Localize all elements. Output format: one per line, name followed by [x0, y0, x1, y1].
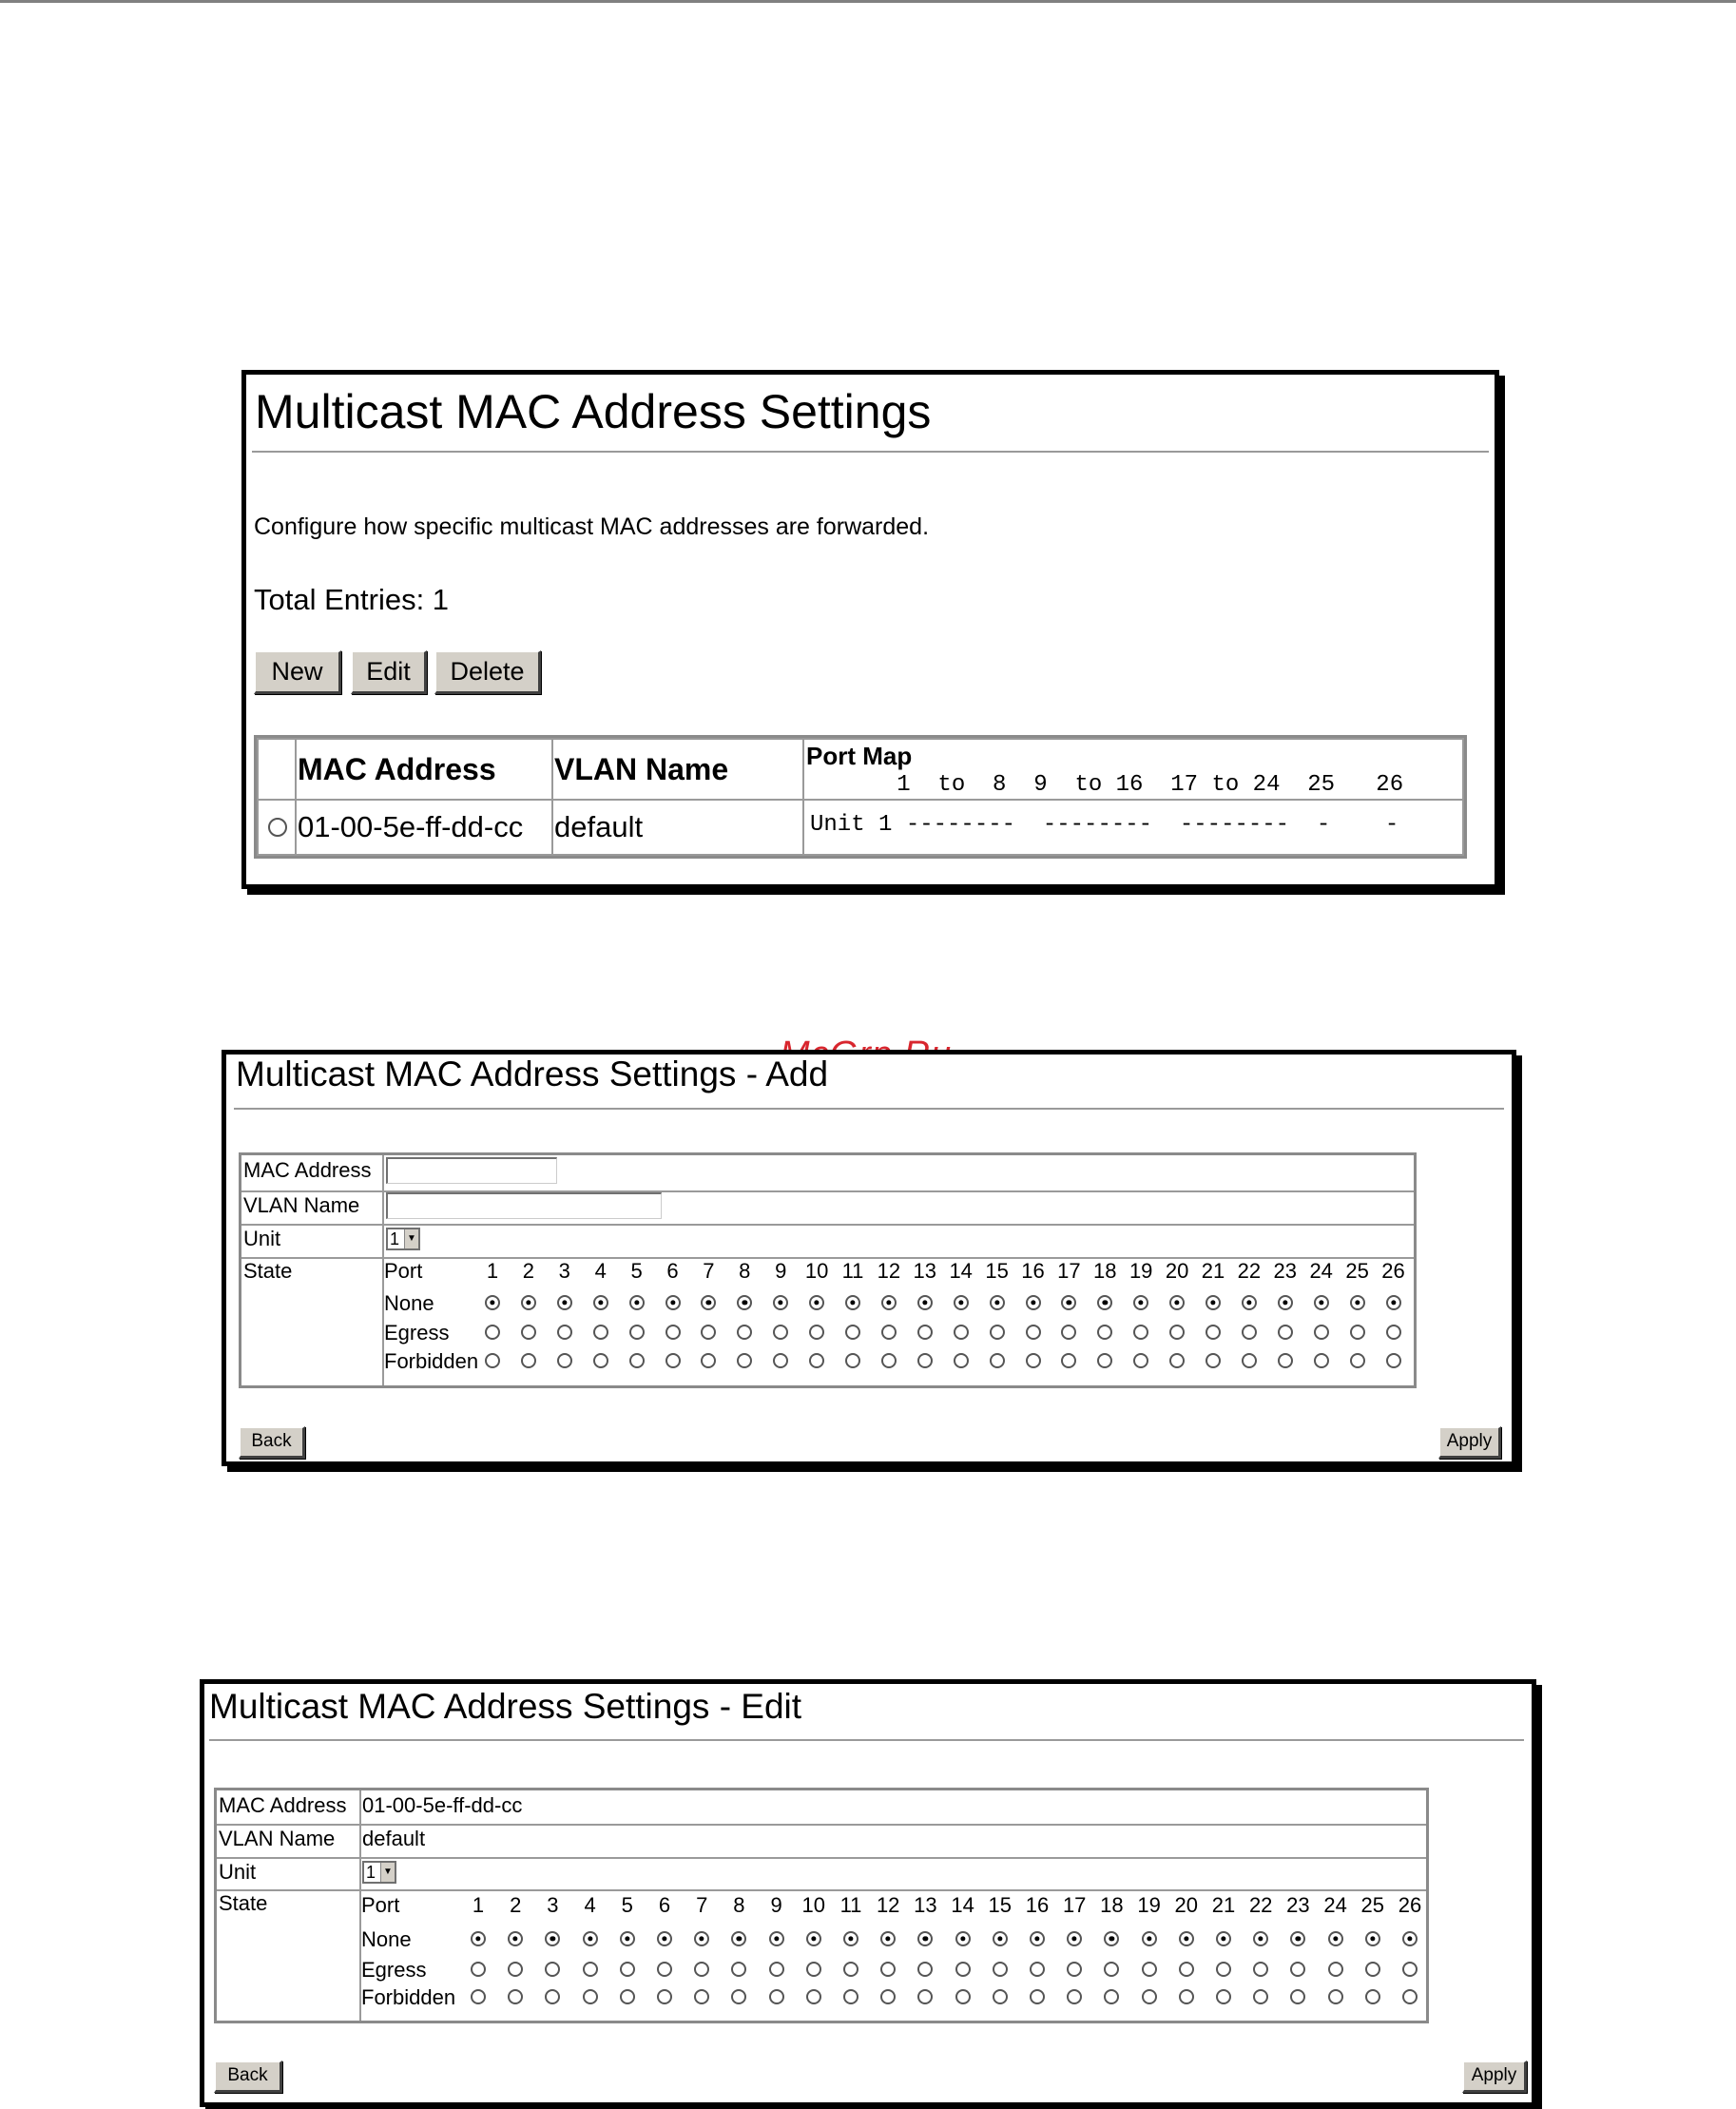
column-header-vlan: VLAN Name [551, 738, 804, 801]
port-number: 5 [621, 1893, 633, 1917]
row-portmap-cell [802, 799, 1464, 856]
port-number: 9 [770, 1893, 782, 1917]
multicast-table [254, 735, 1467, 859]
port-none-radio[interactable] [1290, 1931, 1305, 1946]
port-forbidden-radio[interactable] [1097, 1353, 1112, 1368]
port-forbidden-radio[interactable] [471, 1989, 486, 2004]
port-none-radio[interactable] [701, 1295, 716, 1310]
port-egress-radio[interactable] [990, 1325, 1005, 1340]
port-none-radio[interactable] [694, 1931, 709, 1946]
port-forbidden-radio[interactable] [1314, 1353, 1329, 1368]
port-none-radio[interactable] [521, 1295, 536, 1310]
port-forbidden-radio[interactable] [701, 1353, 716, 1368]
port-number: 10 [804, 1259, 829, 1283]
edit-mac-value: 01-00-5e-ff-dd-cc [362, 1793, 523, 1817]
port-number: 1 [472, 1893, 485, 1917]
port-egress-radio[interactable] [593, 1325, 608, 1340]
port-egress-radio[interactable] [508, 1962, 523, 1977]
port-forbidden-radio[interactable] [1169, 1353, 1185, 1368]
edit-button[interactable]: Edit [351, 650, 427, 694]
port-egress-radio[interactable] [737, 1325, 752, 1340]
port-number: 24 [1323, 1893, 1347, 1917]
port-number: 25 [1345, 1259, 1369, 1283]
port-egress-radio[interactable] [620, 1962, 635, 1977]
port-none-radio[interactable] [1067, 1931, 1082, 1946]
edit-unit-label: Unit [217, 1857, 361, 1889]
port-number: 16 [1021, 1259, 1045, 1283]
port-none-radio[interactable] [1179, 1931, 1194, 1946]
port-none-radio[interactable] [1328, 1931, 1343, 1946]
port-egress-radio[interactable] [1278, 1325, 1293, 1340]
port-forbidden-radio[interactable] [1179, 1989, 1194, 2004]
port-forbidden-radio[interactable] [1206, 1353, 1221, 1368]
edit-mac-row [217, 1790, 1426, 1826]
port-forbidden-radio[interactable] [694, 1989, 709, 2004]
port-none-radio[interactable] [731, 1931, 746, 1946]
port-none-radio[interactable] [583, 1931, 598, 1946]
add-apply-button[interactable]: Apply [1438, 1426, 1501, 1459]
port-forbidden-radio[interactable] [993, 1989, 1008, 2004]
add-form-table [239, 1152, 1417, 1388]
port-none-radio[interactable] [1278, 1295, 1293, 1310]
port-number: 6 [666, 1259, 679, 1283]
column-header-portmap [802, 738, 1464, 801]
add-unit-row [241, 1224, 1414, 1259]
port-egress-radio[interactable] [881, 1325, 897, 1340]
port-none-radio[interactable] [1133, 1295, 1148, 1310]
port-egress-radio[interactable] [843, 1962, 858, 1977]
add-unit-select[interactable] [386, 1228, 420, 1250]
port-forbidden-radio[interactable] [521, 1353, 536, 1368]
port-number: 15 [985, 1259, 1009, 1283]
title-divider [252, 451, 1489, 453]
port-none-radio[interactable] [917, 1295, 933, 1310]
edit-vlan-value: default [362, 1827, 426, 1850]
port-egress-radio[interactable] [471, 1962, 486, 1977]
port-forbidden-radio[interactable] [1104, 1989, 1119, 2004]
port-egress-radio[interactable] [694, 1962, 709, 1977]
port-egress-radio[interactable] [1104, 1962, 1119, 1977]
port-forbidden-radio[interactable] [731, 1989, 746, 2004]
page-description: Configure how specific multicast MAC addresses are forwarded. [254, 513, 930, 540]
port-number: 12 [876, 1893, 900, 1917]
add-vlan-input[interactable] [386, 1192, 662, 1219]
port-forbidden-radio[interactable] [881, 1353, 897, 1368]
port-forbidden-radio[interactable] [665, 1353, 681, 1368]
port-number: 17 [1057, 1259, 1081, 1283]
port-forbidden-radio[interactable] [1133, 1353, 1148, 1368]
edit-apply-button[interactable]: Apply [1462, 2061, 1527, 2093]
port-egress-radio[interactable] [701, 1325, 716, 1340]
add-mac-label: MAC Address [241, 1155, 384, 1190]
add-state-label: State [241, 1257, 384, 1385]
port-number: 14 [951, 1893, 974, 1917]
row-portmap: Unit 1 -------- -------- -------- - - [810, 812, 1399, 838]
port-number: 26 [1381, 1259, 1405, 1283]
port-egress-radio[interactable] [1133, 1325, 1148, 1340]
port-number: 19 [1137, 1893, 1161, 1917]
port-number: 11 [841, 1259, 864, 1283]
add-state-row [241, 1257, 1414, 1385]
top-rule [0, 0, 1736, 3]
port-forbidden-radio[interactable] [1290, 1989, 1305, 2004]
edit-vlan-row [217, 1824, 1426, 1859]
port-egress-radio[interactable] [545, 1962, 560, 1977]
total-entries: Total Entries: 1 [254, 583, 450, 616]
port-egress-radio[interactable] [1253, 1962, 1268, 1977]
port-none-radio[interactable] [1216, 1931, 1231, 1946]
port-egress-radio[interactable] [1097, 1325, 1112, 1340]
port-none-radio[interactable] [508, 1931, 523, 1946]
add-vlan-label: VLAN Name [241, 1190, 384, 1224]
port-number: 7 [703, 1259, 715, 1283]
port-egress-radio[interactable] [1179, 1962, 1194, 1977]
panel_edit-state-row-label: None [361, 1927, 412, 1951]
port-none-radio[interactable] [1242, 1295, 1257, 1310]
port-number: 6 [658, 1893, 671, 1917]
port-egress-radio[interactable] [557, 1325, 572, 1340]
port-number: 17 [1062, 1893, 1087, 1917]
port-number: 3 [547, 1893, 559, 1917]
add-panel [222, 1050, 1516, 1466]
port-forbidden-radio[interactable] [773, 1353, 788, 1368]
edit-unit-value: 1 [366, 1863, 376, 1882]
add-mac-row [241, 1155, 1414, 1192]
port-number: 4 [594, 1259, 607, 1283]
header-select-cell [257, 738, 297, 801]
row-mac-address: 01-00-5e-ff-dd-cc [295, 799, 553, 856]
port-egress-radio[interactable] [1350, 1325, 1365, 1340]
add-back-button[interactable]: Back [239, 1426, 305, 1459]
port-forbidden-radio[interactable] [843, 1989, 858, 2004]
port-number: 2 [522, 1259, 535, 1283]
row-vlan-name: default [551, 799, 804, 856]
port-none-radio[interactable] [1104, 1931, 1119, 1946]
port-forbidden-radio[interactable] [1328, 1989, 1343, 2004]
port-egress-radio[interactable] [1290, 1962, 1305, 1977]
port-number: 10 [801, 1893, 826, 1917]
port-none-radio[interactable] [1350, 1295, 1365, 1310]
edit-unit-select[interactable] [362, 1861, 396, 1884]
port-number: 13 [913, 1259, 937, 1283]
row-select-radio[interactable] [268, 818, 287, 837]
port-none-radio[interactable] [1061, 1295, 1076, 1310]
port-forbidden-radio[interactable] [880, 1989, 896, 2004]
port-number: 15 [988, 1893, 1013, 1917]
panel_add-state-row-label: Egress [384, 1321, 450, 1345]
port-number: 25 [1360, 1893, 1385, 1917]
chevron-down-icon: ▼ [380, 1863, 395, 1882]
add-title-divider [234, 1108, 1504, 1110]
port-egress-radio[interactable] [583, 1962, 598, 1977]
port-forbidden-radio[interactable] [737, 1353, 752, 1368]
port-forbidden-radio[interactable] [557, 1353, 572, 1368]
port-egress-radio[interactable] [917, 1962, 933, 1977]
port-number: 16 [1025, 1893, 1050, 1917]
row-select-cell [257, 799, 297, 856]
port-forbidden-radio[interactable] [508, 1989, 523, 2004]
port-number: 8 [733, 1893, 745, 1917]
port-number: 22 [1248, 1893, 1273, 1917]
add-unit-value: 1 [390, 1229, 400, 1248]
panel_add-state-row-label: None [384, 1291, 434, 1315]
port-egress-radio[interactable] [485, 1325, 500, 1340]
chevron-down-icon: ▼ [404, 1229, 418, 1248]
port-none-radio[interactable] [954, 1295, 969, 1310]
port-forbidden-radio[interactable] [990, 1353, 1005, 1368]
port-egress-radio[interactable] [993, 1962, 1008, 1977]
panel_edit-state-row-label: Port [361, 1893, 400, 1917]
port-number: 12 [877, 1259, 901, 1283]
add-vlan-row [241, 1190, 1414, 1226]
edit-vlan-label: VLAN Name [217, 1824, 361, 1857]
port-none-radio[interactable] [769, 1931, 784, 1946]
port-egress-radio[interactable] [1206, 1325, 1221, 1340]
port-egress-radio[interactable] [1242, 1325, 1257, 1340]
port-egress-radio[interactable] [773, 1325, 788, 1340]
port-none-radio[interactable] [1314, 1295, 1329, 1310]
port-none-radio[interactable] [1402, 1931, 1418, 1946]
portmap-ranges: 1 to 8 9 to 16 17 to 24 25 26 [856, 772, 1404, 798]
port-egress-radio[interactable] [1026, 1325, 1041, 1340]
port-forbidden-radio[interactable] [1386, 1353, 1401, 1368]
port-egress-radio[interactable] [657, 1962, 672, 1977]
port-egress-radio[interactable] [1328, 1962, 1343, 1977]
port-forbidden-radio[interactable] [955, 1989, 971, 2004]
port-egress-radio[interactable] [1402, 1962, 1418, 1977]
port-forbidden-radio[interactable] [1242, 1353, 1257, 1368]
port-none-radio[interactable] [809, 1295, 824, 1310]
edit-state-row [217, 1889, 1426, 2021]
port-none-radio[interactable] [845, 1295, 860, 1310]
port-none-radio[interactable] [471, 1931, 486, 1946]
port-forbidden-radio[interactable] [769, 1989, 784, 2004]
port-forbidden-radio[interactable] [629, 1353, 645, 1368]
port-forbidden-radio[interactable] [545, 1989, 560, 2004]
port-forbidden-radio[interactable] [1365, 1989, 1380, 2004]
port-none-radio[interactable] [1253, 1931, 1268, 1946]
port-forbidden-radio[interactable] [917, 1353, 933, 1368]
multicast-settings-panel [241, 370, 1499, 889]
port-egress-radio[interactable] [1067, 1962, 1082, 1977]
port-egress-radio[interactable] [806, 1962, 821, 1977]
port-egress-radio[interactable] [955, 1962, 971, 1977]
port-forbidden-radio[interactable] [1026, 1353, 1041, 1368]
port-none-radio[interactable] [557, 1295, 572, 1310]
panel_add-state-row-label: Port [384, 1259, 423, 1283]
port-number: 22 [1237, 1259, 1262, 1283]
port-number: 24 [1309, 1259, 1333, 1283]
port-number: 1 [486, 1259, 499, 1283]
port-forbidden-radio[interactable] [583, 1989, 598, 2004]
port-none-radio[interactable] [485, 1295, 500, 1310]
port-number: 9 [775, 1259, 787, 1283]
edit-back-button[interactable]: Back [214, 2061, 282, 2093]
port-egress-radio[interactable] [629, 1325, 645, 1340]
port-none-radio[interactable] [881, 1295, 897, 1310]
port-number: 3 [558, 1259, 570, 1283]
port-forbidden-radio[interactable] [917, 1989, 933, 2004]
port-number: 5 [630, 1259, 643, 1283]
port-number: 18 [1093, 1259, 1117, 1283]
port-number: 2 [510, 1893, 522, 1917]
port-egress-radio[interactable] [1142, 1962, 1157, 1977]
port-forbidden-radio[interactable] [485, 1353, 500, 1368]
port-none-radio[interactable] [806, 1931, 821, 1946]
page-title: Multicast MAC Address Settings [255, 385, 932, 438]
port-forbidden-radio[interactable] [657, 1989, 672, 2004]
port-forbidden-radio[interactable] [1142, 1989, 1157, 2004]
port-none-radio[interactable] [1097, 1295, 1112, 1310]
port-number: 18 [1100, 1893, 1124, 1917]
port-none-radio[interactable] [1142, 1931, 1157, 1946]
edit-form-table [214, 1788, 1429, 2023]
port-none-radio[interactable] [620, 1931, 635, 1946]
port-egress-radio[interactable] [521, 1325, 536, 1340]
column-header-mac: MAC Address [295, 738, 553, 801]
port-number: 21 [1201, 1259, 1225, 1283]
port-forbidden-radio[interactable] [1402, 1989, 1418, 2004]
port-egress-radio[interactable] [917, 1325, 933, 1340]
new-button[interactable]: New [254, 650, 341, 694]
port-forbidden-radio[interactable] [1067, 1989, 1082, 2004]
port-number: 20 [1165, 1259, 1189, 1283]
port-egress-radio[interactable] [665, 1325, 681, 1340]
port-egress-radio[interactable] [731, 1962, 746, 1977]
port-number: 19 [1128, 1259, 1153, 1283]
port-egress-radio[interactable] [1314, 1325, 1329, 1340]
port-egress-radio[interactable] [845, 1325, 860, 1340]
port-egress-radio[interactable] [809, 1325, 824, 1340]
port-forbidden-radio[interactable] [1030, 1989, 1045, 2004]
port-number: 26 [1398, 1893, 1422, 1917]
port-forbidden-radio[interactable] [620, 1989, 635, 2004]
port-none-radio[interactable] [955, 1931, 971, 1946]
delete-button[interactable]: Delete [434, 650, 541, 694]
port-number: 21 [1211, 1893, 1236, 1917]
port-none-radio[interactable] [843, 1931, 858, 1946]
port-forbidden-radio[interactable] [1350, 1353, 1365, 1368]
add-mac-input[interactable] [386, 1157, 557, 1184]
port-none-radio[interactable] [1386, 1295, 1401, 1310]
port-none-radio[interactable] [737, 1295, 752, 1310]
port-number: 13 [914, 1893, 937, 1917]
port-none-radio[interactable] [657, 1931, 672, 1946]
port-number: 14 [949, 1259, 973, 1283]
port-none-radio[interactable] [993, 1931, 1008, 1946]
panel_add-state-row-label: Forbidden [384, 1349, 479, 1373]
edit-mac-label: MAC Address [217, 1790, 361, 1824]
port-egress-radio[interactable] [1169, 1325, 1185, 1340]
port-egress-radio[interactable] [1216, 1962, 1231, 1977]
port-none-radio[interactable] [1030, 1931, 1045, 1946]
port-forbidden-radio[interactable] [809, 1353, 824, 1368]
port-none-radio[interactable] [917, 1931, 933, 1946]
port-egress-radio[interactable] [769, 1962, 784, 1977]
port-none-radio[interactable] [1365, 1931, 1380, 1946]
port-egress-radio[interactable] [1365, 1962, 1380, 1977]
port-number: 20 [1174, 1893, 1199, 1917]
edit-unit-row [217, 1857, 1426, 1891]
port-none-radio[interactable] [629, 1295, 645, 1310]
port-forbidden-radio[interactable] [845, 1353, 860, 1368]
port-none-radio[interactable] [773, 1295, 788, 1310]
port-none-radio[interactable] [1206, 1295, 1221, 1310]
edit-title-divider [209, 1739, 1524, 1741]
edit-page-title: Multicast MAC Address Settings - Edit [209, 1687, 802, 1726]
port-none-radio[interactable] [880, 1931, 896, 1946]
port-none-radio[interactable] [545, 1931, 560, 1946]
add-unit-label: Unit [241, 1224, 384, 1257]
port-forbidden-radio[interactable] [954, 1353, 969, 1368]
port-number: 8 [739, 1259, 751, 1283]
panel_edit-state-row-label: Egress [361, 1958, 427, 1982]
port-forbidden-radio[interactable] [1253, 1989, 1268, 2004]
port-egress-radio[interactable] [1386, 1325, 1401, 1340]
add-page-title: Multicast MAC Address Settings - Add [236, 1054, 829, 1093]
port-none-radio[interactable] [1169, 1295, 1185, 1310]
port-none-radio[interactable] [990, 1295, 1005, 1310]
port-none-radio[interactable] [593, 1295, 608, 1310]
port-forbidden-radio[interactable] [1278, 1353, 1293, 1368]
port-egress-radio[interactable] [954, 1325, 969, 1340]
port-forbidden-radio[interactable] [1216, 1989, 1231, 2004]
port-forbidden-radio[interactable] [1061, 1353, 1076, 1368]
port-number: 11 [839, 1893, 862, 1917]
port-forbidden-radio[interactable] [806, 1989, 821, 2004]
portmap-header-label: Port Map [806, 742, 913, 770]
port-number: 23 [1273, 1259, 1298, 1283]
edit-state-label: State [217, 1889, 361, 2021]
port-none-radio[interactable] [665, 1295, 681, 1310]
port-egress-radio[interactable] [1030, 1962, 1045, 1977]
port-egress-radio[interactable] [1061, 1325, 1076, 1340]
port-forbidden-radio[interactable] [593, 1353, 608, 1368]
port-number: 7 [696, 1893, 708, 1917]
port-number: 4 [584, 1893, 596, 1917]
panel_edit-state-row-label: Forbidden [361, 1985, 456, 2009]
port-none-radio[interactable] [1026, 1295, 1041, 1310]
edit-panel [200, 1679, 1536, 2107]
port-number: 23 [1286, 1893, 1310, 1917]
port-egress-radio[interactable] [880, 1962, 896, 1977]
